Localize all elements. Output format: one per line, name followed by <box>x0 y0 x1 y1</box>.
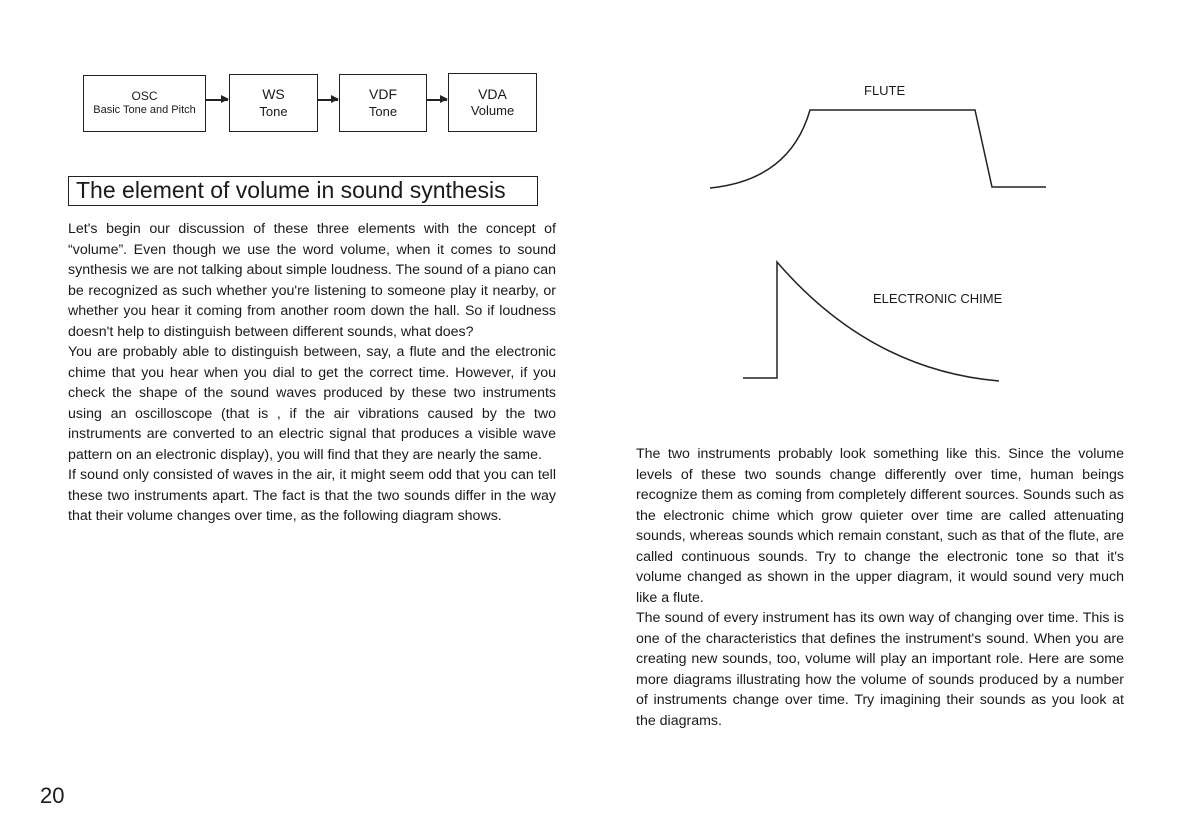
vdf-block-title: VDF <box>369 86 397 103</box>
right-body-text <box>636 444 1124 731</box>
page-number: 20 <box>40 783 65 808</box>
left-paragraph: Let's begin our discussion of these three elements with the concept of “volume”. Even though we use the word volume, when it comes to sound synthesis we are not talking about simple loudness. The sound of a piano can be recognized as such whether you're listening to someone play it nearby, or whether you hear it coming from another room down the hall. So if loudness doesn't help to distinguish between different sounds, what does? <box>68 221 556 340</box>
right-paragraph: The two instruments probably look something like this. Since the volume levels of these two sounds change differently over time, human beings recognize them as coming from completely different sources. Sounds such as the electronic chime which grow quieter over time are called attenuating sounds, whereas sounds which remain constant, such as that of the flute, are called continuous sounds. Try to change the electronic tone so that it's volume changed as shown in the upper diagram, it would sound very much like a flute. <box>636 446 1124 606</box>
osc-block-subtitle: Basic Tone and Pitch <box>93 104 196 117</box>
left-paragraph: If sound only consisted of waves in the air, it might seem odd that you can tell these two instruments apart. The fact is that the two sounds differ in the way that their volume changes over time, as the following diagram shows. <box>68 467 556 524</box>
vda-block-title: VDA <box>478 85 507 102</box>
ws-block-subtitle: Tone <box>259 103 288 119</box>
flute-envelope-curve <box>710 110 1046 188</box>
electronic-chime-label: ELECTRONIC CHIME <box>873 291 1003 306</box>
left-paragraph: You are probably able to distinguish between, say, a flute and the electronic chime that you hear when you dial to get the correct time. However, if you check the shape of the sound waves produced by these two instruments using an oscilloscope (that is , if the air vibrations caused by the two instruments are converted to an electric signal that produces a visible wave pattern on an electronic display), you will find that they are nearly the same. <box>68 344 556 463</box>
right-paragraph: The sound of every instrument has its own way of changing over time. This is one of the characteristics that defines the instrument's sound. When you are creating new sounds, too, volume will play an important role. Here are some more diagrams illustrating how the volume of sounds produced by a number of instruments change over time. Try imagining their sounds as you look at the diagrams. <box>636 610 1124 729</box>
vdf-block-subtitle: Tone <box>368 103 398 119</box>
section-title: The element of volume in sound synthesis <box>68 176 538 206</box>
flute-label: FLUTE <box>864 83 906 98</box>
vda-block-subtitle: Volume <box>470 103 515 119</box>
osc-block-title: OSC <box>131 89 158 104</box>
chime-envelope-curve <box>743 262 999 381</box>
ws-block-title: WS <box>262 86 285 103</box>
